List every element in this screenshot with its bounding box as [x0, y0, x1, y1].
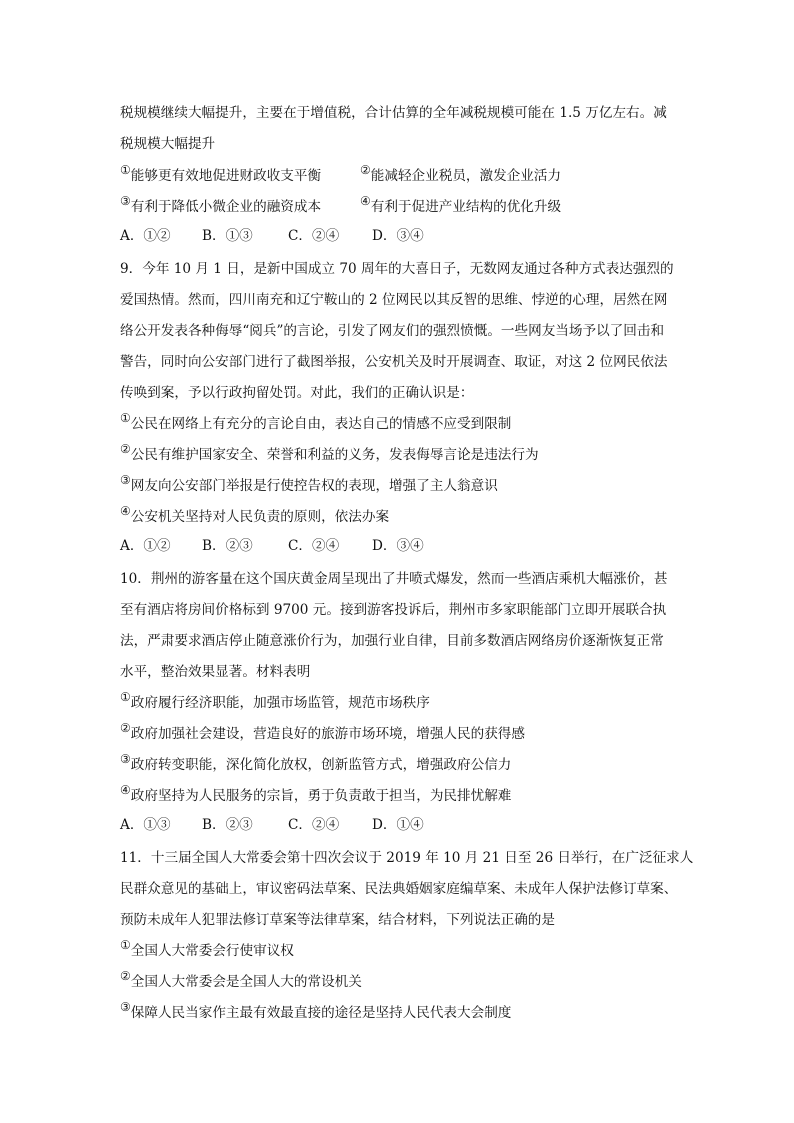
q9-answer-b: B．②③	[202, 538, 253, 554]
q8-answer-a: A．①②	[120, 228, 171, 244]
intro-line-2: 税规模大幅提升	[120, 136, 216, 152]
option-mark: ①	[120, 690, 131, 704]
option-mark: ①	[120, 163, 131, 177]
option-text: 能够更有效地促进财政收支平衡	[130, 168, 322, 184]
option-text: 政府加强社会建设，营造良好的旅游市场环境，增强人民的获得感	[130, 726, 525, 742]
q10-option-2	[120, 721, 690, 744]
q10-stem-line-4: 水平，整治效果显著。材料表明	[120, 664, 311, 680]
q9-option-1	[120, 411, 690, 434]
q8-option-2	[360, 163, 562, 186]
q11-option-1	[120, 938, 690, 961]
option-mark: ④	[120, 783, 131, 797]
option-text: 公民在网络上有充分的言论自由，表达自己的情感不应受到限制	[130, 416, 512, 432]
q8-option-1	[120, 163, 322, 186]
q10-answer-b: B．②③	[202, 817, 253, 833]
option-text: 全国人大常委会行使审议权	[130, 943, 294, 959]
q8-option-3	[120, 194, 322, 217]
option-mark: ④	[120, 504, 131, 518]
option-text: 政府坚持为人民服务的宗旨，勇于负责敢于担当，为民排忧解难	[130, 788, 512, 804]
q10-option-4	[120, 783, 690, 806]
q8-answer-c: C．②④	[288, 228, 340, 244]
option-mark: ②	[120, 969, 131, 983]
q11-stem-line-3: 预防未成年人犯罪法修订草案等法律草案，结合材料，下列说法正确的是	[120, 912, 555, 928]
option-text: 网友向公安部门举报是行使控告权的表现，增强了主人翁意识	[130, 478, 498, 494]
option-text: 有利于促进产业结构的优化升级	[370, 199, 562, 215]
q8-answer-b: B．①③	[202, 228, 253, 244]
q9-option-3	[120, 473, 690, 496]
option-text: 公民有维护国家安全、荣誉和利益的义务，发表侮辱言论是违法行为	[130, 447, 539, 463]
q10-stem-line-1: 10．荆州的游客量在这个国庆黄金周呈现出了井喷式爆发，然而一些酒店乘机大幅涨价，甚	[120, 571, 668, 587]
option-text: 全国人大常委会是全国人大的常设机关	[130, 974, 362, 990]
option-mark: ③	[120, 194, 131, 208]
q11-stem-line-1: 11．十三届全国人大常委会第十四次会议于 2019 年 10 月 21 日至 26 日举行，在广泛征求人	[120, 850, 694, 866]
q9-option-2	[120, 442, 690, 465]
q9-answer-a: A．①②	[120, 538, 171, 554]
option-text: 能减轻企业税员，激发企业活力	[370, 168, 562, 184]
q9-stem-line-1: 9．今年 10 月 1 日，是新中国成立 70 周年的大喜日子，无数网友通过各种方式表达强烈的	[120, 261, 674, 277]
q10-answer-d: D．①④	[372, 817, 424, 833]
option-text: 公安机关坚持对人民负责的原则，依法办案	[130, 509, 390, 525]
option-mark: ③	[120, 1000, 131, 1014]
q8-option-4	[360, 194, 562, 217]
option-mark: ②	[360, 163, 371, 177]
option-mark: ②	[120, 721, 131, 735]
option-mark: ③	[120, 752, 131, 766]
option-mark: ②	[120, 442, 131, 456]
q9-stem-line-2: 爱国热情。然而，四川南充和辽宁鞍山的 2 位网民以其反智的思维、悖逆的心理，居然在网	[120, 292, 668, 308]
option-text: 政府履行经济职能，加强市场监管，规范市场秩序	[130, 695, 430, 711]
option-mark: ③	[120, 473, 131, 487]
intro-line-1: 税规模继续大幅提升，主要在于增值税，合计估算的全年减税规模可能在 1.5 万亿左右。减	[120, 105, 667, 121]
q9-answer-d: D．③④	[372, 538, 424, 554]
option-text: 保障人民当家作主最有效最直接的途径是坚持人民代表大会制度	[130, 1005, 512, 1021]
option-mark: ④	[360, 194, 371, 208]
option-text: 有利于降低小微企业的融资成本	[130, 199, 322, 215]
q10-stem-line-2: 至有酒店将房间价格标到 9700 元。接到游客投诉后，荆州市多家职能部门立即开展联合执	[120, 602, 667, 618]
q10-option-1	[120, 690, 690, 713]
q9-stem-line-5: 传唤到案，予以行政拘留处罚。对此，我们的正确认识是：	[120, 385, 474, 401]
q11-stem-line-2: 民群众意见的基础上，审议密码法草案、民法典婚姻家庭编草案、未成年人保护法修订草案、	[120, 881, 678, 897]
q10-answer-c: C．②④	[288, 817, 340, 833]
option-mark: ①	[120, 938, 131, 952]
q8-answer-d: D．③④	[372, 228, 424, 244]
q10-stem-line-3: 法，严肃要求酒店停止随意涨价行为，加强行业自律，目前多数酒店网络房价逐渐恢复正常	[120, 633, 664, 649]
option-mark: ①	[120, 411, 131, 425]
option-text: 政府转变职能，深化简化放权，创新监管方式，增强政府公信力	[130, 757, 512, 773]
q11-option-2	[120, 969, 690, 992]
q9-stem-line-3: 络公开发表各种侮辱“阅兵”的言论，引发了网友们的强烈愤慨。一些网友当场予以了回击和	[120, 323, 665, 339]
q9-option-4	[120, 504, 690, 527]
q10-answer-a: A．①③	[120, 817, 171, 833]
q11-option-3	[120, 1000, 690, 1023]
q9-answer-c: C．②④	[288, 538, 340, 554]
q9-stem-line-4: 警告，同时向公安部门进行了截图举报，公安机关及时开展调查、取证，对这 2 位网民依法	[120, 354, 668, 370]
q10-option-3	[120, 752, 690, 775]
